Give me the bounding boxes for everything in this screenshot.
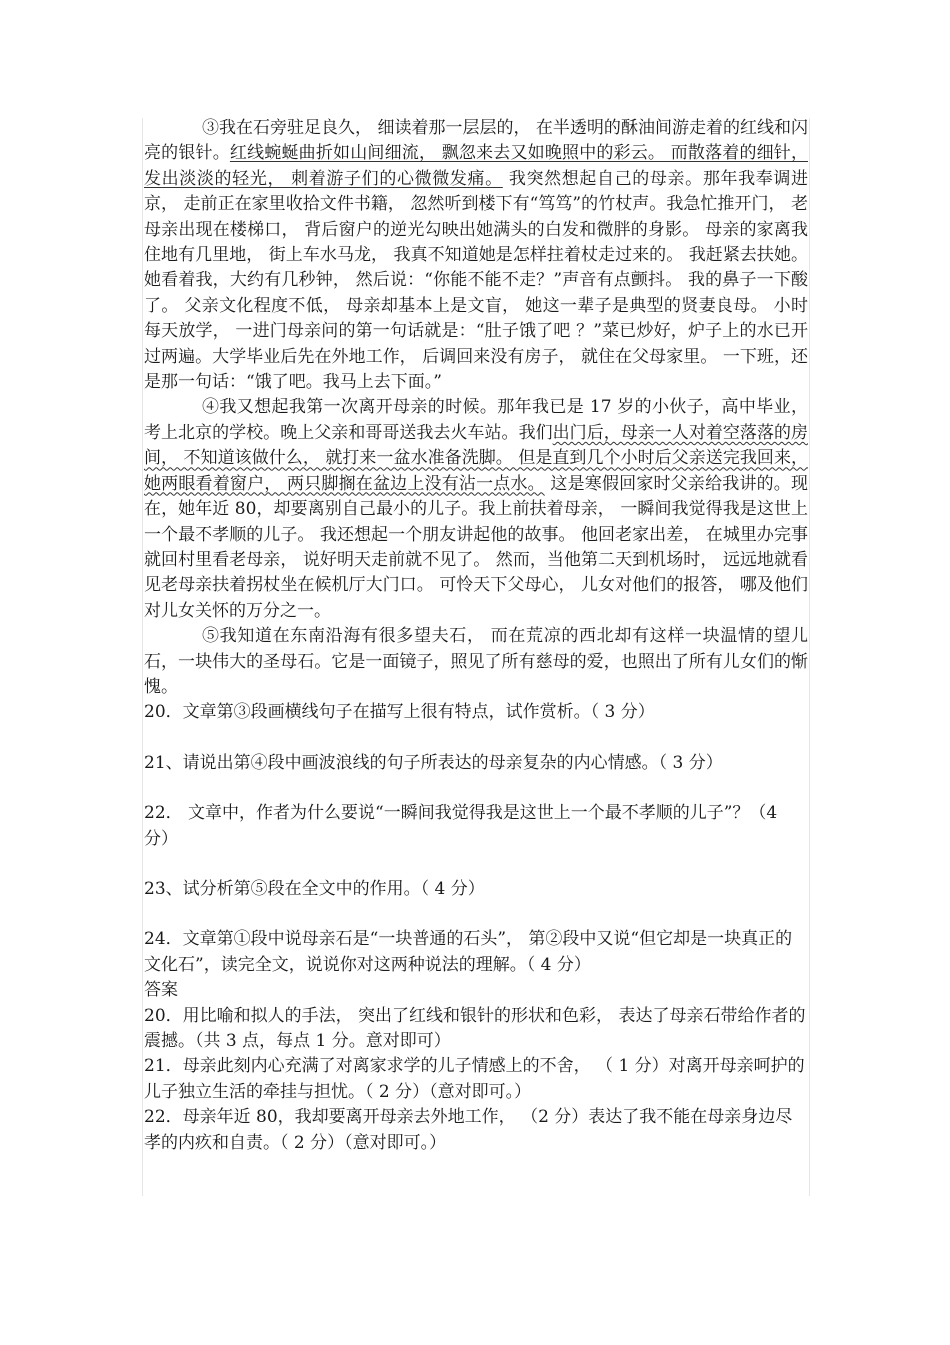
question-20: 20．文章第③段画横线句子在描写上很有特点，试作赏析。（ 3 分） xyxy=(144,702,655,723)
paragraph-3-lead: ③我在石旁驻足良久， 细读着那一层层的， 在半透明的酥油间游走着的红线和闪亮的银针。 xyxy=(144,118,808,164)
question-21: 21、请说出第④段中画波浪线的句子所表达的母亲复杂的内心情感。（ 3 分） xyxy=(144,752,723,773)
paragraph-3 xyxy=(144,116,808,395)
question-24: 24．文章第①段中说母亲石是“一块普通的石头”， 第②段中又说“但它却是一块真正的文化石”，读完全文，说说你对这两种说法的理解。（ 4 分） xyxy=(144,929,793,975)
wavy-underlined-sentence: 出门后，母亲一人对着空落落的房间， 不知道该做什么， 就打来一盆水准备洗脚。 但是直到几个小时后父亲送完我回来， 她两眼看着窗户， 两只脚搁在盆边上没有沾一点水。 xyxy=(144,422,809,494)
paragraph-4-rest: 这是寒假回家时父亲给我讲的。现在，她年近 80，却要离别自己最小的儿子。我上前扶着母亲， 一瞬间我觉得我是这世上一个最不孝顺的儿子。 我还想起一个朋友讲起他的故事。 他回老家出差， 在城里办完事就回村里看老母亲， 说好明天走前就不见了。 然而，当他第二天到机场时， 远远地就看见老母亲扶着拐杖坐在候机厅大门口。 可怜天下父母心， 儿女对他们的报答， 哪及他们对儿女关怀的万分之一。 xyxy=(144,473,808,621)
underlined-sentence: 红线蜿蜒曲折如山间细流， 飘忽来去又如晚照中的彩云。 而散落着的细针， 发出淡淡的轻光， 刺着游子们的心微微发痛。 xyxy=(144,143,808,189)
answer-space xyxy=(144,776,808,801)
paragraph-4 xyxy=(144,395,808,624)
answer-space xyxy=(144,902,808,927)
paragraph-4-lead: ④我又想起我第一次离开母亲的时候。那年我已是 17 岁的小伙子，高中毕业，考上北京的学校。晚上父亲和哥哥送我去火车站。我们 xyxy=(144,397,808,443)
answer-20: 20．用比喻和拟人的手法， 突出了红线和银针的形状和色彩， 表达了母亲石带给作者的震撼。（共 3 点，每点 1 分。意对即可） xyxy=(144,1005,806,1051)
answer-heading: 答案 xyxy=(144,980,178,1001)
document-body xyxy=(144,116,808,1156)
question-23: 23、试分析第⑤段在全文中的作用。（ 4 分） xyxy=(144,878,485,899)
answer-space xyxy=(144,852,808,877)
answer-22: 22．母亲年近 80，我却要离开母亲去外地工作， （2 分）表达了我不能在母亲身边尽孝的内疚和自责。（ 2 分）（意对即可。） xyxy=(144,1107,793,1153)
question-22: 22． 文章中，作者为什么要说“一瞬间我觉得我是这世上一个最不孝顺的儿子”？（4 分） xyxy=(144,803,778,849)
answer-21: 21．母亲此刻内心充满了对离家求学的儿子情感上的不舍， （ 1 分）对离开母亲呵护的儿子独立生活的牵挂与担忧。（ 2 分）（意对即可。） xyxy=(144,1056,805,1102)
paragraph-3-rest: 我突然想起自己的母亲。那年我奉调进京， 走前正在家里收拾文件书籍， 忽然听到楼下有“笃笃”的竹杖声。我急忙推开门， 老母亲出现在楼梯口， 背后窗户的逆光勾映出她满头的白发和微胖的身影。 母亲的家离我住地有几里地， 街上车水马龙， 我真不知道她是怎样拄着杖走过来的。 我赶紧去扶她。她看着我，大约有几秒钟， 然后说：“你能不能不走？”声音有点颤抖。 我的鼻子一下酸了。 父亲文化程度不低， 母亲却基本上是文盲， 她这一辈子是典型的贤妻良母。 小时每天放学， 一进门母亲问的第一句话就是：“肚子饿了吧 ？”菜已炒好，炉子上的水已开过两遍。大学毕业后先在外地工作， 后调回来没有房子， 就住在父母家里。 一下班，还是那一句话：“饿了吧。我马上去下面。” xyxy=(144,168,809,393)
answer-space xyxy=(144,726,808,751)
paragraph-5: ⑤我知道在东南沿海有很多望夫石， 而在荒凉的西北却有这样一块温情的望儿石，一块伟大的圣母石。它是一面镜子，照见了所有慈母的爱，也照出了所有儿女们的惭愧。 xyxy=(144,626,808,697)
